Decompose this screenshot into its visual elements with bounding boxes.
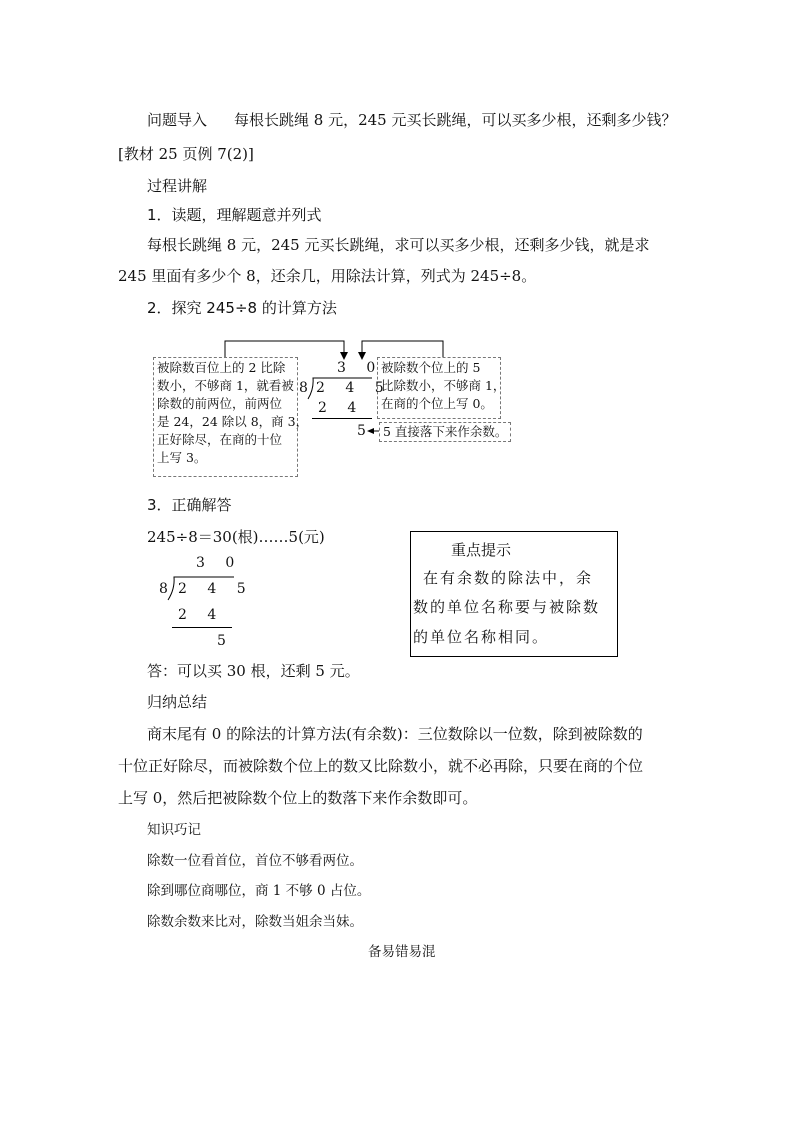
step3-title: 3．正确解答 xyxy=(147,496,232,514)
step3-subtraction-line xyxy=(172,627,232,628)
memory-line: 除到哪位商哪位，商 1 不够 0 占位。 xyxy=(147,883,371,899)
left-note-line: 数小，不够商 1，就看被 xyxy=(157,378,294,393)
connector-arrows xyxy=(0,0,794,500)
bottom-note-text: 5 直接落下来作余数。 xyxy=(383,424,508,439)
tip-line: 数的单位名称要与被除数 xyxy=(413,598,601,616)
left-note-line: 上写 3。 xyxy=(157,450,207,465)
right-note-line: 在商的个位上写 0。 xyxy=(381,396,493,411)
step3-remainder: 5 xyxy=(217,633,234,649)
step3-dividend: 2 4 5 xyxy=(178,581,254,597)
right-note-line: 比除数小，不够商 1， xyxy=(381,378,506,393)
intro-question: 每根长跳绳 8 元，245 元买长跳绳，可以买多少根，还剩多少钱？ xyxy=(234,111,677,129)
step1-line1: 每根长跳绳 8 元，245 元买长跳绳，求可以买多少根，还剩多少钱，就是求 xyxy=(147,236,650,254)
tip-line: 的单位名称相同。 xyxy=(413,628,550,646)
key-tip-box xyxy=(410,531,618,657)
diagram-subtraction-line xyxy=(312,418,372,419)
summary-line: 上写 0，然后把被除数个位上的数落下来作余数即可。 xyxy=(118,789,478,807)
intro-label: 问题导入 xyxy=(147,111,208,129)
step2-title: 2．探究 245÷8 的计算方法 xyxy=(147,299,337,317)
summary-heading: 归纳总结 xyxy=(147,693,208,711)
diagram-remainder: 5 xyxy=(357,423,374,439)
left-note-line: 除数的前两位，前两位 xyxy=(157,396,283,411)
diagram-divisor: 8 xyxy=(299,380,316,396)
diagram-product: 2 4 xyxy=(318,400,365,416)
step1-title: 1．读题，理解题意并列式 xyxy=(147,206,322,224)
step3-divisor: 8 xyxy=(159,581,176,597)
intro-source: [教材 25 页例 7(2)] xyxy=(118,145,254,163)
left-note-line: 正好除尽，在商的十位 xyxy=(157,432,283,447)
step3-quotient: 3 0 xyxy=(196,555,243,571)
left-note-line: 是 24，24 除以 8，商 3， xyxy=(157,414,309,429)
step1-line2: 245 里面有多少个 8，还余几，用除法计算，列式为 245÷8。 xyxy=(118,267,537,285)
left-note-line: 被除数百位上的 2 比除 xyxy=(157,360,286,375)
section-footer-title: 备易错易混 xyxy=(368,944,436,960)
tip-line: 在有余数的除法中，余 xyxy=(423,569,594,587)
step3-equation: 245÷8＝30(根)……5(元) xyxy=(147,528,325,546)
memory-heading: 知识巧记 xyxy=(147,822,201,838)
memory-line: 除数一位看首位，首位不够看两位。 xyxy=(147,853,363,869)
step3-product: 2 4 xyxy=(178,607,225,623)
right-note-line: 被除数个位上的 5 xyxy=(381,360,481,375)
diagram-dividend: 2 4 5 xyxy=(316,380,392,396)
process-heading: 过程讲解 xyxy=(147,177,208,195)
summary-line: 商末尾有 0 的除法的计算方法(有余数)：三位数除以一位数，除到被除数的 xyxy=(147,725,643,743)
memory-line: 除数余数来比对，除数当姐余当妹。 xyxy=(147,914,363,930)
tip-title: 重点提示 xyxy=(451,541,512,559)
step3-answer: 答：可以买 30 根，还剩 5 元。 xyxy=(147,662,360,680)
diagram-quotient: 3 0 xyxy=(337,360,384,376)
summary-line: 十位正好除尽，而被除数个位上的数又比除数小，就不必再除，只要在商的个位 xyxy=(118,757,644,775)
